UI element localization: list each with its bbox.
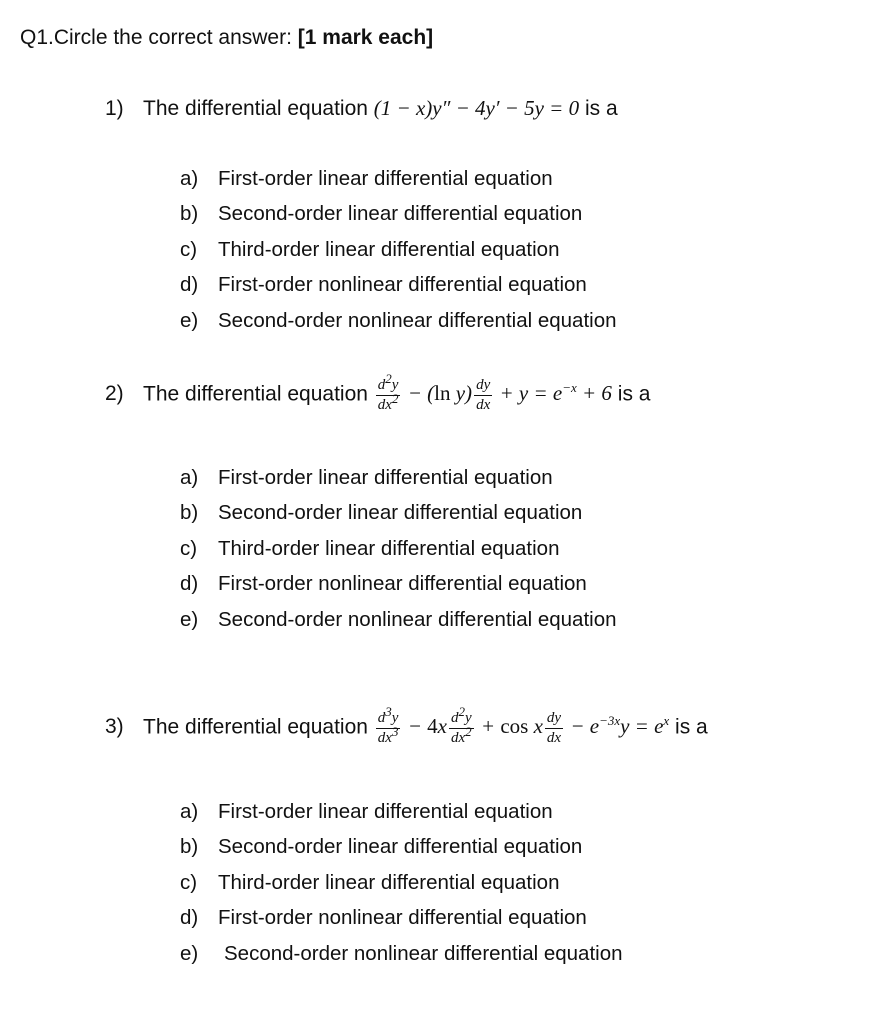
heading-text: Q1.Circle the correct answer: bbox=[20, 26, 298, 49]
question-heading bbox=[20, 26, 433, 50]
option-2e[interactable]: e) Second-order nonlinear differential equation bbox=[180, 608, 617, 631]
question-1 bbox=[105, 96, 618, 121]
option-2a[interactable]: a) First-order linear differential equation bbox=[180, 466, 553, 489]
question-suffix: is a bbox=[675, 715, 708, 739]
option-3e[interactable]: e) Second-order nonlinear differential equation bbox=[180, 942, 623, 965]
question-number: 2) bbox=[105, 382, 124, 406]
option-1c[interactable]: c) Third-order linear differential equation bbox=[180, 238, 560, 261]
option-3b[interactable]: b) Second-order linear differential equation bbox=[180, 835, 583, 858]
question-suffix: is a bbox=[584, 97, 618, 120]
question-stem: The differential equation bbox=[143, 97, 368, 120]
option-2d[interactable]: d) First-order nonlinear differential equation bbox=[180, 572, 587, 595]
option-1a[interactable]: a) First-order linear differential equation bbox=[180, 167, 553, 190]
option-1d[interactable]: d) First-order nonlinear differential equation bbox=[180, 273, 587, 296]
option-2c[interactable]: c) Third-order linear differential equation bbox=[180, 537, 560, 560]
question-suffix: is a bbox=[617, 382, 651, 406]
equation-2: $\frac{d^2y}{dx^2}$ − (ln y) $\frac{dy}{dx}$ + $y = e^{-x} + 6$ bbox=[377, 371, 612, 413]
option-1b[interactable]: b) Second-order linear differential equation bbox=[180, 202, 583, 225]
option-3a[interactable]: a) First-order linear differential equation bbox=[180, 800, 553, 823]
question-3 bbox=[105, 704, 708, 746]
option-2b[interactable]: b) Second-order linear differential equation bbox=[180, 501, 583, 524]
option-3d[interactable]: d) First-order nonlinear differential equation bbox=[180, 906, 587, 929]
question-stem: The differential equation bbox=[143, 382, 368, 406]
option-1e[interactable]: e) Second-order nonlinear differential equation bbox=[180, 309, 617, 332]
option-3c[interactable]: c) Third-order linear differential equation bbox=[180, 871, 560, 894]
marks-label: [1 mark each] bbox=[297, 26, 434, 49]
equation-3: $\frac{d^3y}{dx^3}$ − 4x $\frac{d^2y}{dx^2}$ + cos x $\frac{dy}{dx}$ − $e^{-3x}y = e^x$ bbox=[377, 704, 670, 746]
question-number: 1) bbox=[105, 97, 124, 120]
question-2 bbox=[105, 371, 651, 413]
equation-1: (1 − x)y″ − 4y′ − 5y = 0 bbox=[373, 96, 580, 120]
question-stem: The differential equation bbox=[143, 715, 368, 739]
question-number: 3) bbox=[105, 715, 124, 739]
